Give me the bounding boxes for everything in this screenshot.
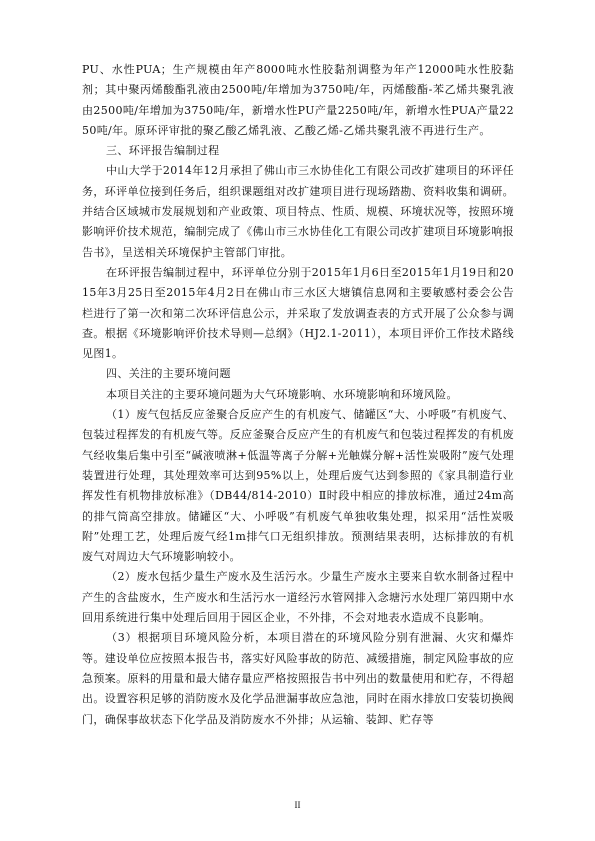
paragraph-issues-summary: 本项目关注的主要环境问题为大气环境影响、水环境影响和环境风险。 [106,387,458,401]
paragraph-waste-water: （2）废水包括少量生产废水及生活污水。少量生产废水主要来自软水制备过程中产生的含盐废水，生产废水和生活污水一道经污水管网排入念塘污水处理厂第四期中水回用系统进行集中处理后回用于园区企业，不外排，不会对地表水造成不良影响。 [82,570,514,625]
paragraph-product-scale: PU、水性PUA；生产规模由年产8000吨水性胶黏剂调整为年产12000吨水性胶黏剂；其中聚丙烯酸酯乳液由2500吨/年增加为3750吨/年，丙烯酸酯-苯乙烯共聚乳液由2500吨/年增加为3750吨/年，新增水性PU产量2250吨/年，新增水性PUA产量2250吨/年。原环评审批的聚乙酸乙烯乳液、乙酸乙烯-乙烯共聚乳液不再进行生产。 [82,63,514,137]
paragraph-public-participation: 在环评报告编制过程中，环评单位分别于2015年1月6日至2015年1月19日和2015年3月25日至2015年4月2日在佛山市三水区大塘镇信息网和主要敏感村委会公告栏进行了第一次和第二次环评信息公示，并采取了发放调查表的方式开展了公众参与调查。根据《环境影响评价技术导则—总纲》（HJ2.1-2011），本项目评价工作技术路线见图1。 [82,265,514,361]
paragraph-waste-gas: （1）废气包括反应釜聚合反应产生的有机废气、储罐区“大、小呼吸”有机废气、包装过程挥发的有机废气等。反应釜聚合反应产生的有机废气和包装过程挥发的有机废气经收集后集中引至“碱液喷淋+低温等离子分解+光触媒分解+活性炭吸附”废气处理装置进行处理，其处理效率可达到95%以上，处理后废气达到参照的《家具制造行业挥发性有机物排放标准》（DB44/814-2010）Ⅱ时段中相应的排放标准，通过24m高的排气筒高空排放。储罐区“大、小呼吸”有机废气单独收集处理，拟采用“活性炭吸附”处理工艺，处理后废气经1m排气口无组织排放。预测结果表明，达标排放的有机废气对周边大气环境影响较小。 [82,408,514,564]
paragraph-eia-task: 中山大学于2014年12月承担了佛山市三水协佳化工有限公司改扩建项目的环评任务，环评单位接到任务后，组织课题组对改扩建项目进行现场踏勘、资料收集和调研。并结合区域城市发展规划和产业政策、项目特点、性质、规模、环境状况等，按照环境影响评价技术规范，编制完成了《佛山市三水协佳化工有限公司改扩建项目环境影响报告书》，呈送相关环境保护主管部门审批。 [82,164,514,259]
page-number: II [294,800,301,810]
paragraph-environmental-risk: （3）根据项目环境风险分析，本项目潜在的环境风险分别有泄漏、火灾和爆炸等。建设单位应按照本报告书，落实好风险事故的防范、减缓措施，制定风险事故的应急预案。原料的用量和最大储存量应严格按照报告书中列出的数量使用和贮存，不得超出。设置容积足够的消防废水及化学品泄漏事故应急池，同时在雨水排放口安装切换阀门，确保事故状态下化学品及消防废水不外排；从运输、装卸、贮存等 [82,631,514,726]
heading-main-environmental-issues: 四、关注的主要环境问题 [106,367,231,381]
heading-eia-report-process: 三、环评报告编制过程 [106,144,220,158]
document-body [82,60,514,730]
